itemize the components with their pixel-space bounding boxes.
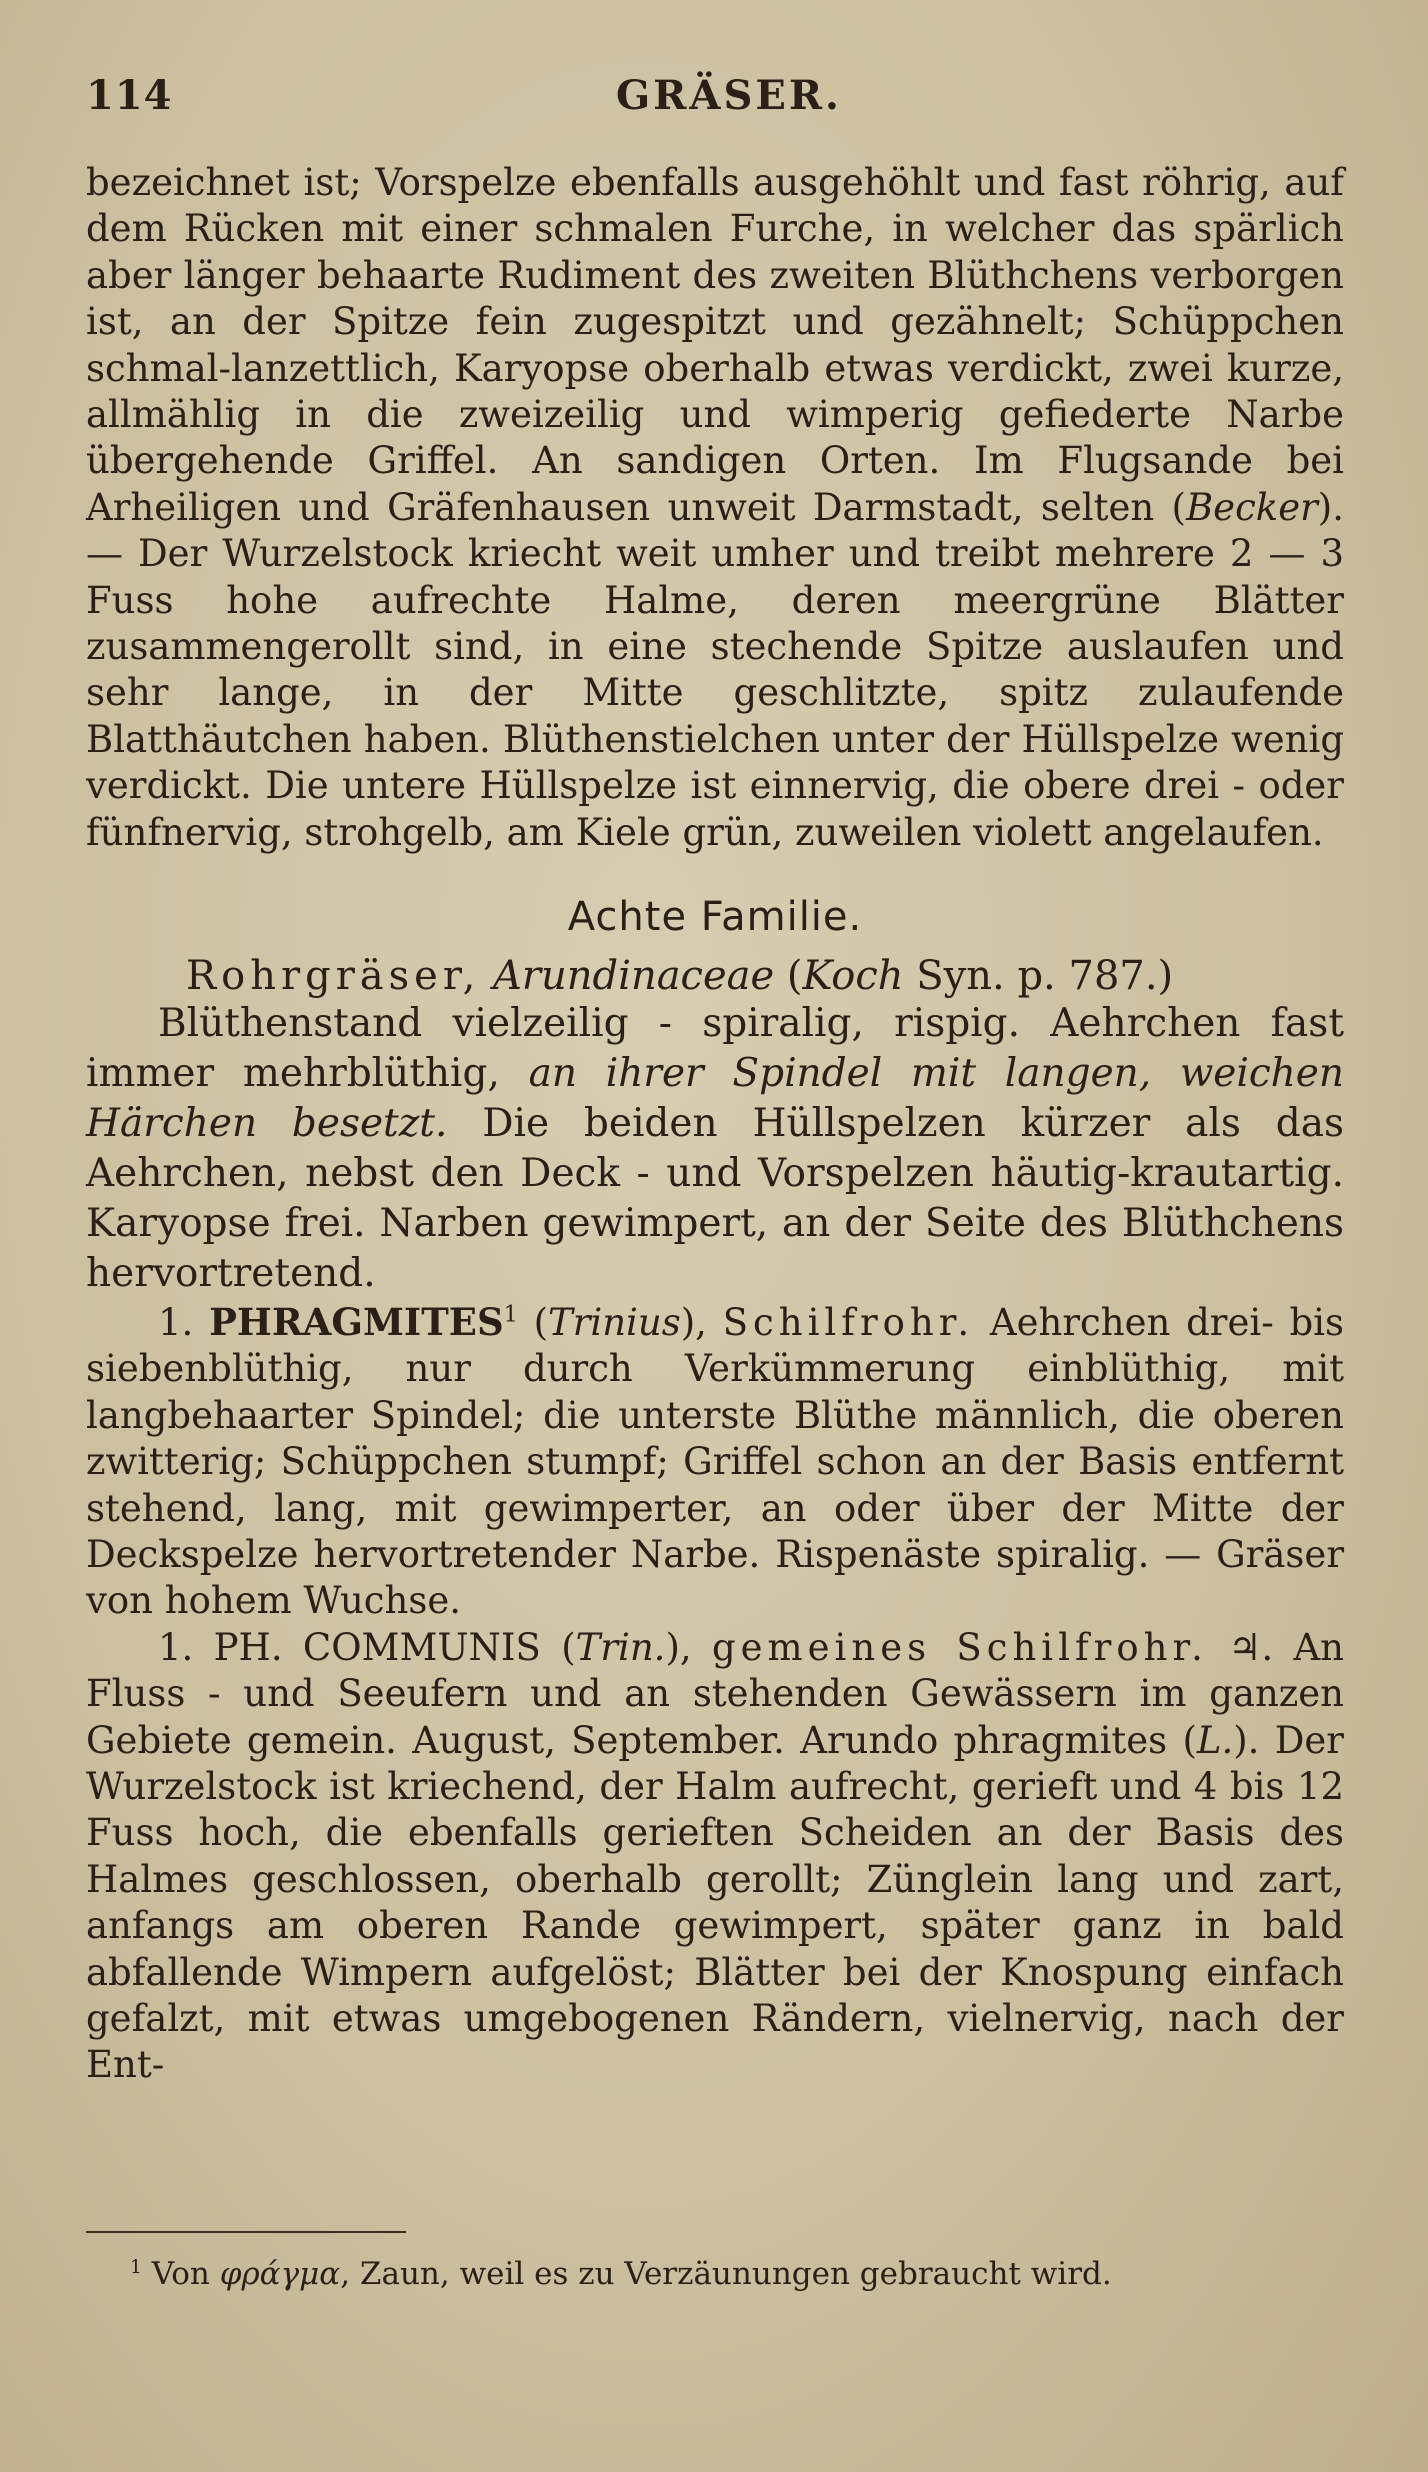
footnote: $^1$ Von φράγμα, Zaun, weil es zu Verzäunungen gebraucht wird. [130,2256,1112,2292]
page-body [86,160,1344,2089]
genus-author: Trinius [548,1300,681,1344]
genus-name: PHRAGMITES [209,1299,504,1344]
synonym-author: L. [1196,1718,1234,1762]
family-heading: Achte Familie. [567,894,863,941]
family-desc-italic: an ihrer Spindel mit langen, weichen Härchen besetzt. [86,1050,1344,1146]
footnote-divider [86,2231,406,2233]
genus-entry: 1. PHRAGMITES$^1$ (Trinius), Schilfrohr. Aehrchen drei- bis siebenblüthig, nur durch Verkümmerung einblüthig, mit langbehaarter Spindel; die unterste Blüthe männlich, die oberen zwitterig; Schüppchen stumpf; Griffel schon an der Basis entfernt stehend, lang, mit gewimperter, an oder über der Mitte der Deckspelze hervortretender Narbe. Rispenäste spiralig. — Gräser von hohem Wuchse. [86,1299,1344,1623]
perennial-symbol: ♃. [1207,1625,1274,1669]
footnote-greek: φράγμα [219,2256,341,2292]
family-description: Blüthenstand vielzeilig - spiralig, rispig. Aehrchen fast immer mehrblüthig, an ihrer Spindel mit langen, weichen Härchen besetzt. Die beiden Hüllspelzen kürzer als das Aehrchen, nebst den Deck - und Vorspelzen häutig-krautartig. Karyopse frei. Narben gewimpert, an der Seite des Blüthchens hervortretend. [86,1000,1345,1296]
intro-author: Becker [1185,485,1318,529]
species-author: Trin. [575,1625,666,1669]
family-name-lat: Arundinaceae [493,952,775,999]
intro-paragraph: bezeichnet ist; Vorspelze ebenfalls ausgehöhlt und fast röhrig, auf dem Rücken mit einer schmalen Furche, in welcher das spärlich aber länger behaarte Rudiment des zweiten Blüthchens verborgen ist, an der Spitze fein zugespitzt und gezähnelt; Schüppchen schmal-lanzettlich, Karyopse oberhalb etwas verdickt, zwei kurze, allmählig in die zweizeilig und wimperig gefiederte Narbe übergehende Griffel. An sandigen Orten. Im Flugsande bei Arheiligen und Gräfenhausen unweit Darmstadt, selten (Becker). — Der Wurzelstock kriecht weit umher und treibt mehrere 2 — 3 Fuss hohe aufrechte Halme, deren meergrüne Blätter zusammengerollt sind, in eine stechende Spitze auslaufen und sehr lange, in der Mitte geschlitzte, spitz zulaufende Blatthäutchen haben. Blüthenstielchen unter der Hüllspelze wenig verdickt. Die untere Hüllspelze ist einnervig, die obere drei - oder fünfnervig, strohgelb, am Kiele grün, zuweilen violett angelaufen. [86,161,1344,854]
genus-common-name: Schilfrohr. [722,1300,975,1344]
species-entry: 1. PH. COMMUNIS (Trin.), gemeines Schilfrohr. ♃. An Fluss - und Seeufern und an stehenden Gewässern im ganzen Gebiete gemein. August, September. Arundo phragmites (L.). Der Wurzelstock ist kriechend, der Halm aufrecht, gerieft und 4 bis 12 Fuss hoch, die ebenfalls gerieften Scheiden an der Basis des Halmes geschlossen, oberhalb gerollt; Zünglein lang und zart, anfangs am oberen Rande gewimpert, später ganz in bald abfallende Wimpern aufgelöst; Blätter bei der Knospung einfach gefalzt, mit etwas umgebogenen Rändern, vielnervig, nach der Ent- [86,1625,1345,2087]
page-number: 114 [86,72,173,119]
page-header [86,72,1346,132]
family-ref-author: Koch [802,952,904,999]
footnote-ref: 1 [503,1301,518,1328]
species-common-name: gemeines Schilfrohr. [711,1625,1208,1669]
family-title: Rohrgräser, Arundinaceae (Koch Syn. p. 787.) [186,952,1174,999]
species-name: PH. COMMUNIS [213,1625,541,1669]
family-name-de: Rohrgräser, [186,952,481,999]
running-title: GRÄSER. [616,72,842,119]
